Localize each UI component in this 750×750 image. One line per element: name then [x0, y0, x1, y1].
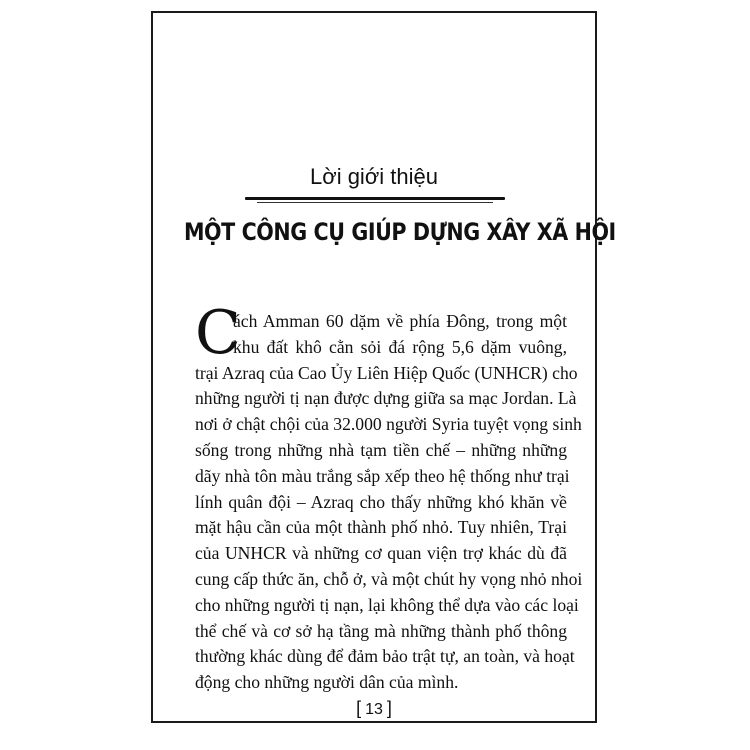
bracket-right: ] — [386, 698, 392, 718]
body-line: khu đất khô cằn sỏi đá rộng 5,6 dặm vuông, — [233, 336, 567, 357]
body-line: trại Azraq của Cao Ủy Liên Hiệp Quốc (UNHCR) cho — [195, 362, 578, 383]
body-line: dãy nhà tôn màu trắng sắp xếp theo hệ thống như trại — [195, 465, 570, 486]
body-line: những người tị nạn được dựng giữa sa mạc Jordan. Là — [195, 388, 577, 409]
body-line: mặt hậu cần của một thành phố nhỏ. Tuy nhiên, Trại — [195, 517, 567, 538]
page-number — [153, 698, 595, 719]
body-line: động cho những người dân của mình. — [195, 672, 459, 693]
body-line: nơi ở chật chội của 32.000 người Syria tuyệt vọng sinh — [195, 414, 582, 435]
bracket-left: [ — [356, 698, 362, 718]
page-number-value: 13 — [365, 701, 383, 718]
title-divider — [245, 197, 505, 200]
title-divider-thin — [257, 202, 493, 203]
body-line: thường khác dùng để đảm bảo trật tự, an toàn, và hoạt — [195, 646, 575, 667]
body-line: cho những người tị nạn, lại không thể dựa vào các loại — [195, 594, 579, 615]
body-line: ách Amman 60 dặm về phía Đông, trong một — [233, 311, 567, 331]
body-line: lính quân đội – Azraq cho thấy những khó khăn về — [195, 491, 567, 512]
book-page — [151, 11, 616, 723]
chapter-subtitle: Lời giới thiệu — [310, 164, 438, 189]
body-text — [195, 298, 583, 696]
body-line: thể chế và cơ sở hạ tầng mà những thành phố thông — [195, 620, 567, 641]
body-line: của UNHCR và những cơ quan viện trợ khác dù đã — [195, 543, 567, 564]
body-line: sống trong những nhà tạm tiền chế – những những — [195, 439, 567, 460]
drop-cap: C — [195, 298, 241, 368]
body-line: cung cấp thức ăn, chỗ ở, và một chút hy vọng nhỏ nhoi — [195, 568, 583, 589]
chapter-title: MỘT CÔNG CỤ GIÚP DỰNG XÂY XÃ HỘI — [183, 218, 616, 246]
